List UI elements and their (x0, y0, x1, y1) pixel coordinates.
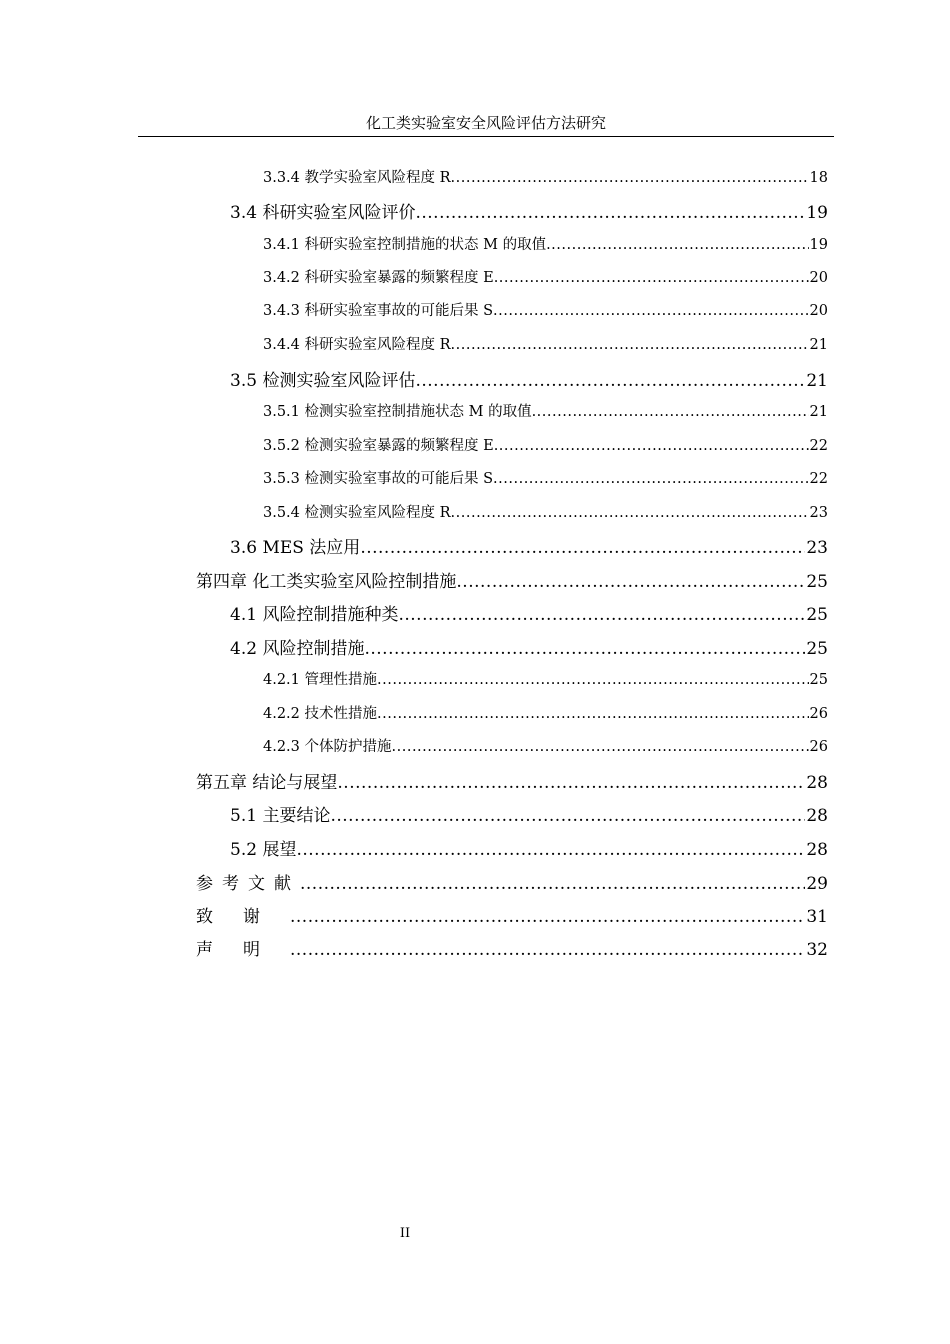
toc-entry-3-4[interactable] (230, 198, 828, 223)
toc-entry-label: 致谢 (196, 907, 290, 927)
toc-entry-label: 参考文献 (196, 874, 300, 894)
toc-entry-label: 5.1 主要结论 (230, 806, 331, 826)
toc-leader-dots (451, 505, 809, 521)
toc-entry-label: 3.3.4 教学实验室风险程度 R (263, 170, 451, 186)
toc-entry-page: 28 (806, 806, 828, 826)
toc-entry-chapter-5[interactable] (196, 768, 828, 793)
toc-entry-page: 25 (809, 672, 828, 688)
toc-entry-page: 32 (806, 940, 828, 960)
toc-entry-label: 4.2 风险控制措施 (230, 639, 365, 659)
toc-leader-dots (392, 739, 809, 755)
toc-entry-label: 3.5 检测实验室风险评估 (230, 371, 416, 391)
toc-entry-page: 20 (809, 270, 828, 286)
toc-leader-dots (377, 672, 809, 688)
toc-leader-dots (364, 639, 805, 659)
toc-entry-3-4-4[interactable] (263, 333, 828, 354)
toc-entry-page: 29 (806, 874, 828, 894)
toc-entry-5-2[interactable] (230, 835, 828, 860)
toc-entry-label: 3.4.2 科研实验室暴露的频繁程度 E (263, 270, 494, 286)
toc-leader-dots (451, 337, 809, 353)
toc-entry-3-4-2[interactable] (263, 266, 828, 287)
toc-entry-3-6[interactable] (230, 533, 828, 558)
toc-entry-page: 25 (806, 572, 828, 592)
toc-entry-page: 19 (806, 203, 828, 223)
toc-entry-3-5-4[interactable] (263, 501, 828, 522)
toc-entry-3-4-3[interactable] (263, 299, 828, 320)
toc-entry-page: 18 (809, 170, 828, 186)
toc-entry-4-2-1[interactable] (263, 668, 828, 689)
toc-entry-label: 3.5.1 检测实验室控制措施状态 M 的取值 (263, 404, 532, 420)
toc-entry-page: 21 (809, 337, 828, 353)
toc-entry-3-5-2[interactable] (263, 434, 828, 455)
toc-entry-page: 19 (809, 237, 828, 253)
toc-leader-dots (337, 773, 805, 793)
toc-entry-references[interactable] (196, 869, 828, 894)
toc-entry-label: 第五章 结论与展望 (196, 773, 338, 793)
toc-entry-page: 28 (806, 773, 828, 793)
toc-leader-dots (493, 303, 809, 319)
toc-entry-label: 3.5.4 检测实验室风险程度 R (263, 505, 451, 521)
toc-leader-dots (415, 371, 805, 391)
toc-entry-3-5[interactable] (230, 366, 828, 391)
toc-entry-page: 21 (806, 371, 828, 391)
toc-entry-4-2[interactable] (230, 634, 828, 659)
toc-entry-label: 3.4.1 科研实验室控制措施的状态 M 的取值 (263, 237, 547, 253)
toc-entry-label: 4.1 风险控制措施种类 (230, 605, 399, 625)
toc-entry-page: 31 (806, 907, 828, 927)
toc-entry-5-1[interactable] (230, 801, 828, 826)
toc-leader-dots (377, 706, 809, 722)
toc-leader-dots (398, 605, 805, 625)
toc-entry-page: 22 (809, 471, 828, 487)
toc-entry-label: 4.2.1 管理性措施 (263, 672, 378, 688)
toc-entry-4-2-2[interactable] (263, 702, 828, 723)
toc-leader-dots (330, 806, 805, 826)
toc-leader-dots (494, 438, 809, 454)
toc-entry-3-5-1[interactable] (263, 400, 828, 421)
toc-entry-page: 21 (809, 404, 828, 420)
toc-entry-label: 3.5.2 检测实验室暴露的频繁程度 E (263, 438, 494, 454)
toc-entry-label: 3.6 MES 法应用 (230, 538, 361, 558)
toc-leader-dots (415, 203, 805, 223)
toc-entry-page: 28 (806, 840, 828, 860)
toc-entry-3-3-4[interactable] (263, 166, 828, 187)
toc-leader-dots (456, 572, 805, 592)
toc-entry-label: 声明 (196, 940, 290, 960)
toc-entry-page: 25 (806, 605, 828, 625)
toc-entry-label: 4.2.2 技术性措施 (263, 706, 378, 722)
toc-entry-label: 3.4.3 科研实验室事故的可能后果 S (263, 303, 494, 319)
toc-entry-page: 26 (809, 739, 828, 755)
toc-entry-page: 20 (809, 303, 828, 319)
toc-leader-dots (493, 471, 809, 487)
toc-entry-page: 23 (809, 505, 828, 521)
page-number: II (399, 1226, 411, 1241)
toc-entry-3-4-1[interactable] (263, 233, 828, 254)
toc-leader-dots (546, 237, 808, 253)
toc-leader-dots (300, 874, 805, 894)
toc-entry-label: 第四章 化工类实验室风险控制措施 (196, 572, 457, 592)
toc-entry-page: 22 (809, 438, 828, 454)
toc-leader-dots (451, 170, 809, 186)
header-title: 化工类实验室安全风险评估方法研究 (365, 114, 606, 132)
toc-entry-page: 25 (806, 639, 828, 659)
toc-entry-label: 3.4 科研实验室风险评价 (230, 203, 416, 223)
toc-leader-dots (290, 907, 805, 927)
toc-entry-page: 26 (809, 706, 828, 722)
toc-leader-dots (360, 538, 805, 558)
toc-entry-declaration[interactable] (196, 935, 828, 960)
toc-entry-page: 23 (806, 538, 828, 558)
toc-entry-chapter-4[interactable] (196, 567, 828, 592)
toc-entry-3-5-3[interactable] (263, 467, 828, 488)
toc-leader-dots (532, 404, 809, 420)
toc-entry-label: 4.2.3 个体防护措施 (263, 739, 392, 755)
toc-entry-acknowledgements[interactable] (196, 902, 828, 927)
toc-leader-dots (290, 940, 805, 960)
toc-leader-dots (494, 270, 809, 286)
toc-entry-4-1[interactable] (230, 600, 828, 625)
toc-entry-4-2-3[interactable] (263, 735, 828, 756)
toc-entry-label: 5.2 展望 (230, 840, 297, 860)
toc-entry-label: 3.4.4 科研实验室风险程度 R (263, 337, 451, 353)
toc-entry-label: 3.5.3 检测实验室事故的可能后果 S (263, 471, 494, 487)
toc-leader-dots (296, 840, 805, 860)
